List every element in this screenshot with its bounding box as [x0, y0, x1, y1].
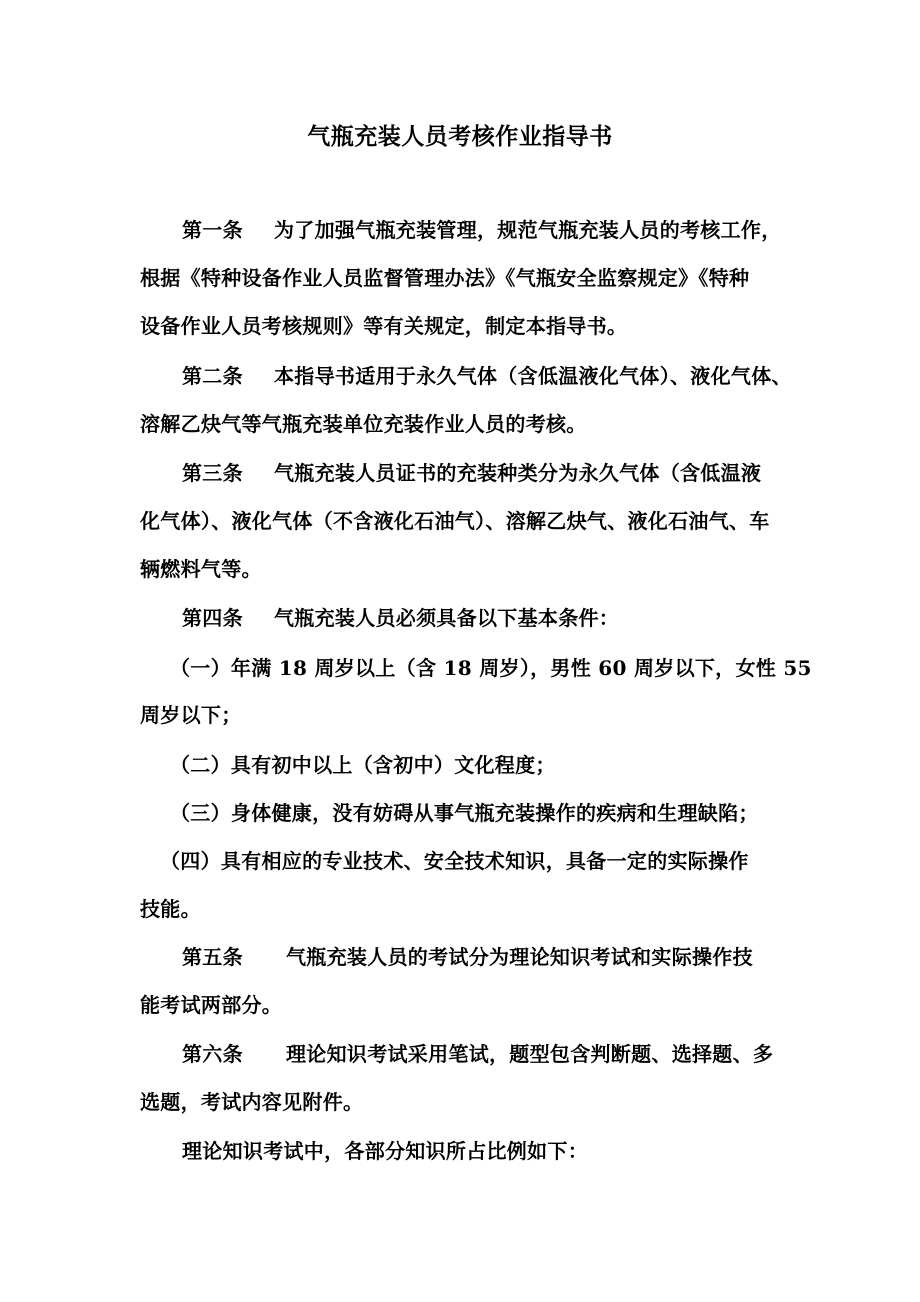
article-2-line-2 — [140, 409, 587, 439]
article-1-line-1 — [182, 215, 782, 245]
article-5-line-2 — [140, 990, 282, 1020]
article-6-line-2 — [140, 1087, 363, 1117]
condition-4-text-2: 技能。 — [140, 897, 201, 921]
article-3-number: 第三条 — [182, 461, 243, 485]
article-3-text-3: 辆燃料气等。 — [140, 557, 262, 581]
article-6-text-2: 选题，考试内容见附件。 — [140, 1090, 364, 1114]
article-1-line-2 — [140, 263, 749, 293]
article-6-line-1 — [182, 1039, 773, 1069]
article-1-text-1: 为了加强气瓶充装管理，规范气瓶充装人员的考核工作， — [274, 218, 782, 242]
condition-1-line-1 — [170, 653, 812, 683]
article-2-text-2: 溶解乙炔气等气瓶充装单位充装作业人员的考核。 — [140, 412, 587, 436]
article-2-number: 第二条 — [182, 364, 243, 388]
article-1-line-3 — [140, 311, 627, 341]
condition-4-line-2 — [140, 894, 201, 924]
article-4-number: 第四条 — [182, 606, 243, 630]
condition-4-text-1: （四）具有相应的专业技术、安全技术知识，具备一定的实际操作 — [160, 849, 749, 873]
article-1-text-3: 设备作业人员考核规则》等有关规定，制定本指导书。 — [140, 314, 628, 338]
condition-3-line-1 — [170, 798, 759, 828]
article-4-text-1: 气瓶充装人员必须具备以下基本条件： — [274, 606, 620, 630]
article-3-text-1: 气瓶充装人员证书的充装种类分为永久气体（含低温液 — [274, 461, 762, 485]
article-6-number: 第六条 — [182, 1042, 243, 1066]
article-2-line-1 — [182, 361, 792, 391]
article-4-line-1 — [182, 603, 619, 633]
article-5-line-1 — [182, 942, 753, 972]
article-3-line-3 — [140, 554, 262, 584]
article-3-line-1 — [182, 458, 761, 488]
condition-1-text-2: 周岁以下； — [140, 703, 242, 727]
article-1-number: 第一条 — [182, 218, 243, 242]
article-5-text-2: 能考试两部分。 — [140, 993, 283, 1017]
article-3-text-2: 化气体）、液化气体（不含液化石油气）、溶解乙炔气、液化石油气、车 — [140, 509, 770, 533]
article-6-text-1: 理论知识考试采用笔试，题型包含判断题、选择题、多 — [286, 1042, 774, 1066]
closing-text: 理论知识考试中，各部分知识所占比例如下： — [182, 1139, 588, 1163]
article-1-text-2: 根据《特种设备作业人员监督管理办法》《气瓶安全监察规定》《特种 — [140, 266, 750, 290]
article-3-line-2 — [140, 506, 770, 536]
condition-3-text-1: （三）身体健康，没有妨碍从事气瓶充装操作的疾病和生理缺陷； — [170, 801, 759, 825]
article-5-number: 第五条 — [182, 945, 243, 969]
condition-4-line-1 — [160, 846, 749, 876]
condition-1-text-1: （一）年满 18 周岁以上（含 18 周岁），男性 60 周岁以下，女性 55 — [170, 656, 812, 680]
condition-2-text-1: （二）具有初中以上（含初中）文化程度； — [170, 753, 556, 777]
document-title: 气瓶充装人员考核作业指导书 — [307, 123, 613, 150]
condition-1-line-2 — [140, 700, 242, 730]
closing-line — [182, 1136, 588, 1166]
condition-2-line-1 — [170, 750, 556, 780]
article-5-text-1: 气瓶充装人员的考试分为理论知识考试和实际操作技 — [286, 945, 753, 969]
article-2-text-1: 本指导书适用于永久气体（含低温液化气体）、液化气体、 — [274, 364, 792, 388]
